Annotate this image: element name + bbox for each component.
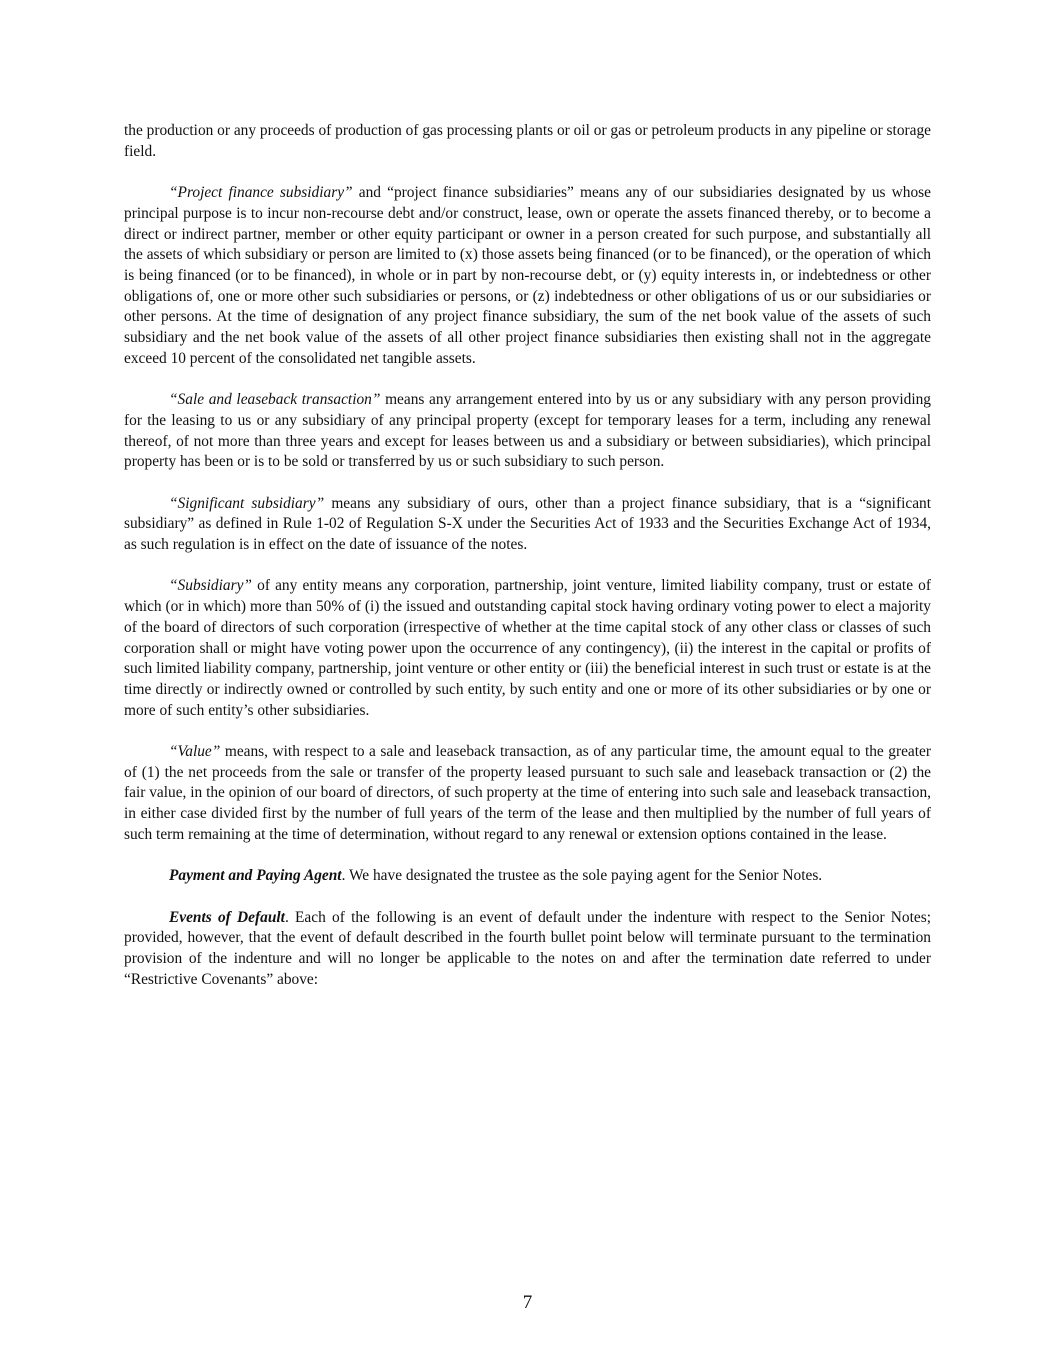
paragraph-continuation xyxy=(124,121,931,162)
events-of-default-section xyxy=(124,908,931,991)
document-page xyxy=(124,121,931,1011)
definition-text: and “project finance subsidiaries” means any of our subsidiaries designated by us whose principal purpose is to incur non-recourse debt and/or construct, lease, own or operate the assets financed thereby, or to become a direct or indirect partner, member or other equity participant or owner in a person created for such purpose, and substantially all the assets of which subsidiary or person are limited to (x) those assets being financed (or to be financed), or the operation of which is being financed (or to be financed), in whole or in part by non-recourse debt, or (y) equity interests in, or indebtedness or other obligations of, one or more other such subsidiaries or persons, or (z) indebtedness or other obligations of us or our subsidiaries or other persons. At the time of designation of any project finance subsidiary, the sum of the net book value of the assets of such subsidiary and the net book value of the assets of all other project finance subsidiaries then existing shall not in the aggregate exceed 10 percent of the consolidated net tangible assets. xyxy=(124,184,931,367)
defined-term: “Project finance subsidiary” xyxy=(169,184,353,202)
page-number: 7 xyxy=(522,1292,533,1313)
defined-term: “Significant subsidiary” xyxy=(169,494,325,512)
defined-term: “Subsidiary” xyxy=(169,577,252,595)
defined-term: “Value” xyxy=(169,743,221,761)
section-text: . Each of the following is an event of default under the indenture with respect to the Senior Notes; provided, however, that the event of default described in the fourth bullet point below will terminate pursuant to the termination provision of the indenture and will no longer be applicable to the notes on and after the termination date referred to under “Restrictive Covenants” above: xyxy=(124,908,931,988)
definition-text: of any entity means any corporation, partnership, joint venture, limited liability company, trust or estate of which (or in which) more than 50% of (i) the issued and outstanding capital stock having ordinary voting power to elect a majority of the board of directors of such corporation (irrespective of whether at the time capital stock of any other class or classes of such corporation shall or might have voting power upon the occurrence of any contingency), (ii) the interest in the capital or profits of such limited liability company, partnership, joint venture or other entity or (iii) the beneficial interest in such trust or estate is at the time directly or indirectly owned or controlled by such entity, by such entity and one or more of its other subsidiaries or by one or more of such entity’s other subsidiaries. xyxy=(124,577,931,719)
section-heading: Events of Default xyxy=(169,908,285,926)
definition-text: means any subsidiary of ours, other than a project finance subsidiary, that is a “significant subsidiary” as defined in Rule 1-02 of Regulation S-X under the Securities Act of 1933 and the Securities Exchange Act of 1934, as such regulation is in effect on the date of issuance of the notes. xyxy=(124,494,931,554)
definition-text: means any arrangement entered into by us or any subsidiary with any person providing for the leasing to us or any subsidiary of any principal property (except for temporary leases for a term, including any renewal thereof, of not more than three years and except for leases between us and a subsidiary or between subsidiaries), which principal property has been or is to be sold or transferred by us or such subsidiary to such person. xyxy=(124,391,931,471)
payment-and-paying-agent-section xyxy=(124,866,931,887)
definition-sale-and-leaseback-transaction xyxy=(124,390,931,473)
section-heading: Payment and Paying Agent xyxy=(169,867,342,885)
definition-project-finance-subsidiary xyxy=(124,183,931,369)
section-text: . We have designated the trustee as the sole paying agent for the Senior Notes. xyxy=(341,867,823,885)
defined-term: “Sale and leaseback transaction” xyxy=(169,391,381,409)
definition-text: means, with respect to a sale and leaseback transaction, as of any particular time, the amount equal to the greater of (1) the net proceeds from the sale or transfer of the property leased pursuant to such sale and leaseback transaction or (2) the fair value, in the opinion of our board of directors, of such property at the time of entering into such sale and leaseback transaction, in either case divided first by the number of full years of the term of the lease and then multiplied by the number of full years of such term remaining at the time of determination, without regard to any renewal or extension options contained in the lease. xyxy=(124,743,931,843)
definition-value xyxy=(124,742,931,846)
paragraph-text: the production or any proceeds of production of gas processing plants or oil or gas or petroleum products in any pipeline or storage field. xyxy=(124,122,931,160)
definition-subsidiary xyxy=(124,576,931,721)
definition-significant-subsidiary xyxy=(124,494,931,556)
